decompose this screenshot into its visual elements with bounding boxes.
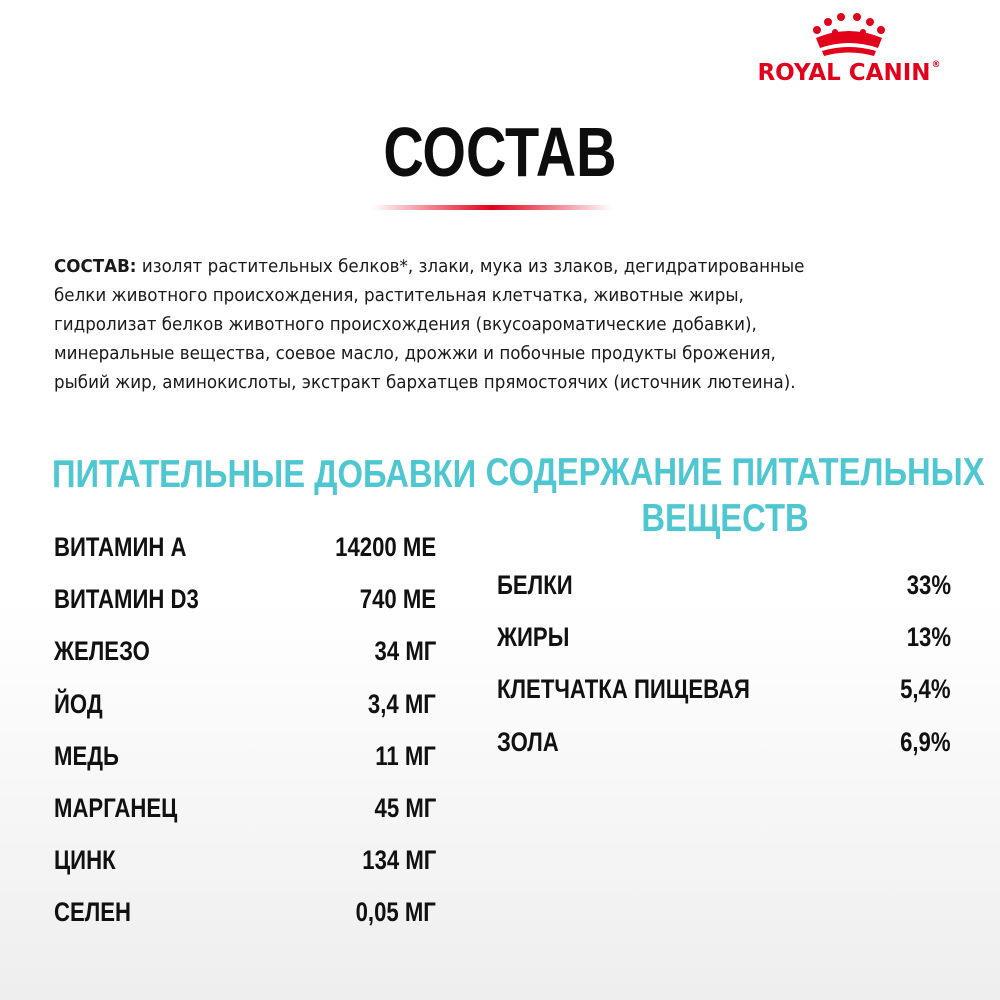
additive-value: 740 МЕ	[359, 584, 436, 615]
table-row	[54, 893, 436, 945]
nutrient-name: ЖИРЫ	[497, 622, 570, 653]
brand-wordmark	[742, 60, 956, 86]
composition-line: минеральные вещества, соевое масло, дрожжи и побочные продукты брожения,	[54, 344, 776, 364]
nutrients-table	[497, 566, 951, 775]
nutrient-value: 5,4%	[900, 674, 951, 705]
table-row	[54, 737, 436, 789]
page-title: СОСТАВ	[383, 113, 617, 191]
additive-value: 0,05 МГ	[355, 897, 436, 928]
additive-name: ЙОД	[54, 688, 103, 719]
nutrient-value: 6,9%	[900, 726, 951, 757]
table-row	[54, 528, 436, 580]
table-row	[54, 580, 436, 632]
table-row	[497, 566, 951, 618]
composition-line: гидролизат белков животного происхождения (вкусоароматические добавки),	[54, 315, 757, 335]
nutrient-name: БЕЛКИ	[497, 570, 573, 600]
table-row	[54, 841, 436, 893]
additive-name: ВИТАМИН А	[54, 532, 187, 562]
additive-value: 134 МГ	[361, 845, 436, 876]
additive-name: ЦИНК	[54, 845, 116, 876]
title-underline	[372, 205, 612, 210]
composition-line-text: изолят растительных белков*, злаки, мука из злаков, дегидратированные	[141, 257, 805, 277]
additive-name: ЖЕЛЕЗО	[54, 636, 150, 667]
table-row	[54, 789, 436, 841]
nutrient-name: КЛЕТЧАТКА ПИЩЕВАЯ	[497, 674, 750, 705]
nutrients-heading-line: СОДЕРЖАНИЕ ПИТАТЕЛЬНЫХ	[485, 451, 985, 494]
additive-value: 11 МГ	[375, 740, 436, 771]
table-row	[497, 670, 951, 722]
nutrients-heading-line: ВЕЩЕСТВ	[641, 497, 809, 540]
royal-canin-logo	[742, 8, 956, 90]
additive-name: ВИТАМИН D3	[54, 584, 199, 615]
registered-mark: ®	[931, 60, 941, 70]
nutrient-name: ЗОЛА	[497, 726, 559, 757]
nutrient-value: 33%	[906, 570, 951, 600]
composition-line	[54, 253, 914, 282]
crown-icon	[808, 8, 890, 58]
brand-name: ROYAL CANIN	[757, 60, 931, 86]
additive-value: 45 МГ	[374, 792, 436, 823]
additive-name: МЕДЬ	[54, 740, 119, 771]
table-row	[54, 685, 436, 737]
additives-heading: ПИТАТЕЛЬНЫЕ ДОБАВКИ	[52, 453, 477, 496]
nutrient-value: 13%	[906, 622, 951, 653]
additive-name: МАРГАНЕЦ	[54, 792, 178, 823]
additive-value: 3,4 МГ	[368, 688, 436, 719]
composition-line: белки животного происхождения, растительная клетчатка, животные жиры,	[54, 286, 744, 306]
table-row	[497, 723, 951, 775]
composition-line: рыбий жир, аминокислоты, экстракт бархатцев прямостоячих (источник лютеина).	[54, 373, 796, 393]
additive-value: 14200 МЕ	[335, 532, 436, 562]
additives-table	[54, 528, 436, 946]
nutrients-heading	[485, 450, 985, 542]
table-row	[497, 618, 951, 670]
additive-name: СЕЛЕН	[54, 897, 132, 928]
composition-label: СОСТАВ:	[54, 257, 137, 277]
table-row	[54, 632, 436, 684]
additive-value: 34 МГ	[374, 636, 436, 667]
composition-text	[54, 253, 954, 398]
